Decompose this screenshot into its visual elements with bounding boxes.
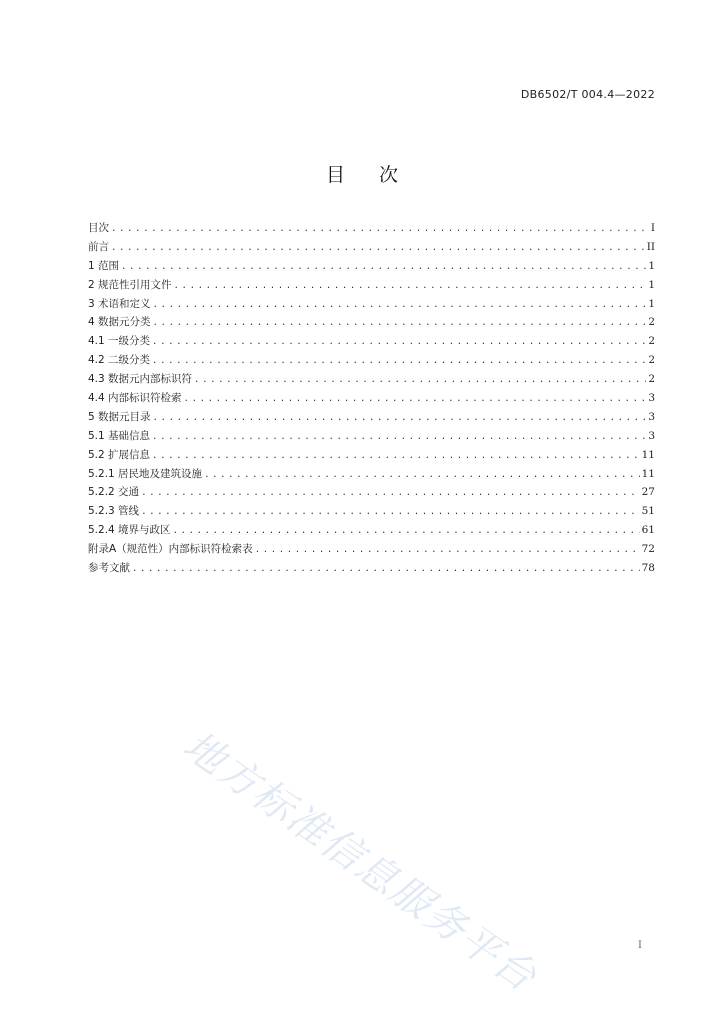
toc-leader-dots xyxy=(153,314,647,333)
toc-leader-dots xyxy=(204,466,640,485)
toc-entry-label: 5 数据元目录 xyxy=(88,410,151,423)
toc-entry-page: 61 xyxy=(641,524,655,537)
watermark: 地方标准信息服务平台 xyxy=(174,722,546,1002)
toc-entry-label: 5.2.3 管线 xyxy=(88,505,140,518)
toc-leader-dots xyxy=(174,277,647,296)
toc-entry-page: 2 xyxy=(648,373,655,386)
toc-entry-label: 4.4 内部标识符检索 xyxy=(88,392,182,405)
toc-leader-dots xyxy=(132,560,640,579)
toc-entry[interactable] xyxy=(88,351,655,370)
toc-leader-dots xyxy=(153,296,647,315)
toc-leader-dots xyxy=(152,428,646,447)
toc-leader-dots xyxy=(173,522,640,541)
toc-leader-dots xyxy=(184,390,647,409)
toc-leader-dots xyxy=(255,541,640,560)
toc-entry[interactable] xyxy=(88,219,655,238)
toc-entry-page: 2 xyxy=(648,354,655,367)
toc-leader-dots xyxy=(121,258,646,277)
toc-entry[interactable] xyxy=(88,446,655,465)
toc-entry-label: 前言 xyxy=(88,240,109,253)
toc-entry-label: 4.3 数据元内部标识符 xyxy=(88,373,193,386)
document-code: DB6502/T 004.4—2022 xyxy=(520,88,655,101)
toc-entry-page: 3 xyxy=(648,410,655,423)
toc-leader-dots xyxy=(141,484,640,503)
toc-entry-label: 5.2.1 居民地及建筑设施 xyxy=(88,467,203,480)
toc-entry[interactable] xyxy=(88,389,655,408)
toc-leader-dots xyxy=(141,503,640,522)
toc-entry-page: I xyxy=(650,222,655,234)
toc-entry[interactable] xyxy=(88,521,655,540)
toc-entry-label: 参考文献 xyxy=(88,562,130,575)
toc-entry-page: 3 xyxy=(648,429,655,442)
toc-entry[interactable] xyxy=(88,313,655,332)
toc-entry[interactable] xyxy=(88,238,655,257)
toc-entry-page: 2 xyxy=(648,316,655,329)
toc-entry-label: 5.1 基础信息 xyxy=(88,429,151,442)
toc-entry-label: 4.1 一级分类 xyxy=(88,335,151,348)
toc-entry-label: 4.2 二级分类 xyxy=(88,354,151,367)
toc-entry[interactable] xyxy=(88,540,655,559)
toc-entry[interactable] xyxy=(88,295,655,314)
toc-entry-page: 11 xyxy=(641,448,655,461)
toc-entry[interactable] xyxy=(88,332,655,351)
toc-entry-label: 1 范围 xyxy=(88,259,120,272)
toc-leader-dots xyxy=(152,352,646,371)
toc-leader-dots xyxy=(152,333,646,352)
toc-title xyxy=(0,160,724,187)
toc-entry[interactable] xyxy=(88,370,655,389)
toc-entry-page: 51 xyxy=(641,505,655,518)
toc-entry-page: 11 xyxy=(641,467,655,480)
toc-entry-page: 27 xyxy=(641,486,655,499)
toc-entry-label: 5.2.2 交通 xyxy=(88,486,140,499)
toc-entry[interactable] xyxy=(88,427,655,446)
toc-entry-page: II xyxy=(646,240,655,253)
toc-leader-dots xyxy=(111,239,645,258)
toc-entry-page: 2 xyxy=(648,335,655,348)
toc-entry[interactable] xyxy=(88,257,655,276)
toc-entry-page: 3 xyxy=(648,392,655,405)
toc-entry[interactable] xyxy=(88,502,655,521)
toc-entry[interactable] xyxy=(88,483,655,502)
toc-entry-label: 目次 xyxy=(88,222,109,234)
toc-entry-label: 4 数据元分类 xyxy=(88,316,151,329)
toc-entry-page: 1 xyxy=(648,278,655,291)
toc-entry-label: 5.2 扩展信息 xyxy=(88,448,151,461)
toc-entry[interactable] xyxy=(88,276,655,295)
toc-entry-label: 附录A（规范性）内部标识符检索表 xyxy=(88,543,253,556)
toc-entry[interactable] xyxy=(88,465,655,484)
toc-entry-label: 2 规范性引用文件 xyxy=(88,278,172,291)
toc-leader-dots xyxy=(152,447,640,466)
toc-entry[interactable] xyxy=(88,559,655,578)
toc-leader-dots xyxy=(194,371,646,390)
toc-leader-dots xyxy=(153,409,647,428)
toc-entry-label: 3 术语和定义 xyxy=(88,297,151,310)
toc-entry-page: 1 xyxy=(648,259,655,272)
toc-leader-dots xyxy=(111,220,649,239)
toc-entry[interactable] xyxy=(88,408,655,427)
toc-entry-page: 78 xyxy=(641,562,655,575)
page-number: I xyxy=(638,940,642,951)
toc-list xyxy=(88,219,655,578)
toc-title-part2: 次 xyxy=(379,164,399,186)
toc-entry-label: 5.2.4 境界与政区 xyxy=(88,524,171,537)
toc-entry-page: 1 xyxy=(648,297,655,310)
toc-title-part1: 目 xyxy=(325,164,345,186)
toc-entry-page: 72 xyxy=(641,543,655,556)
